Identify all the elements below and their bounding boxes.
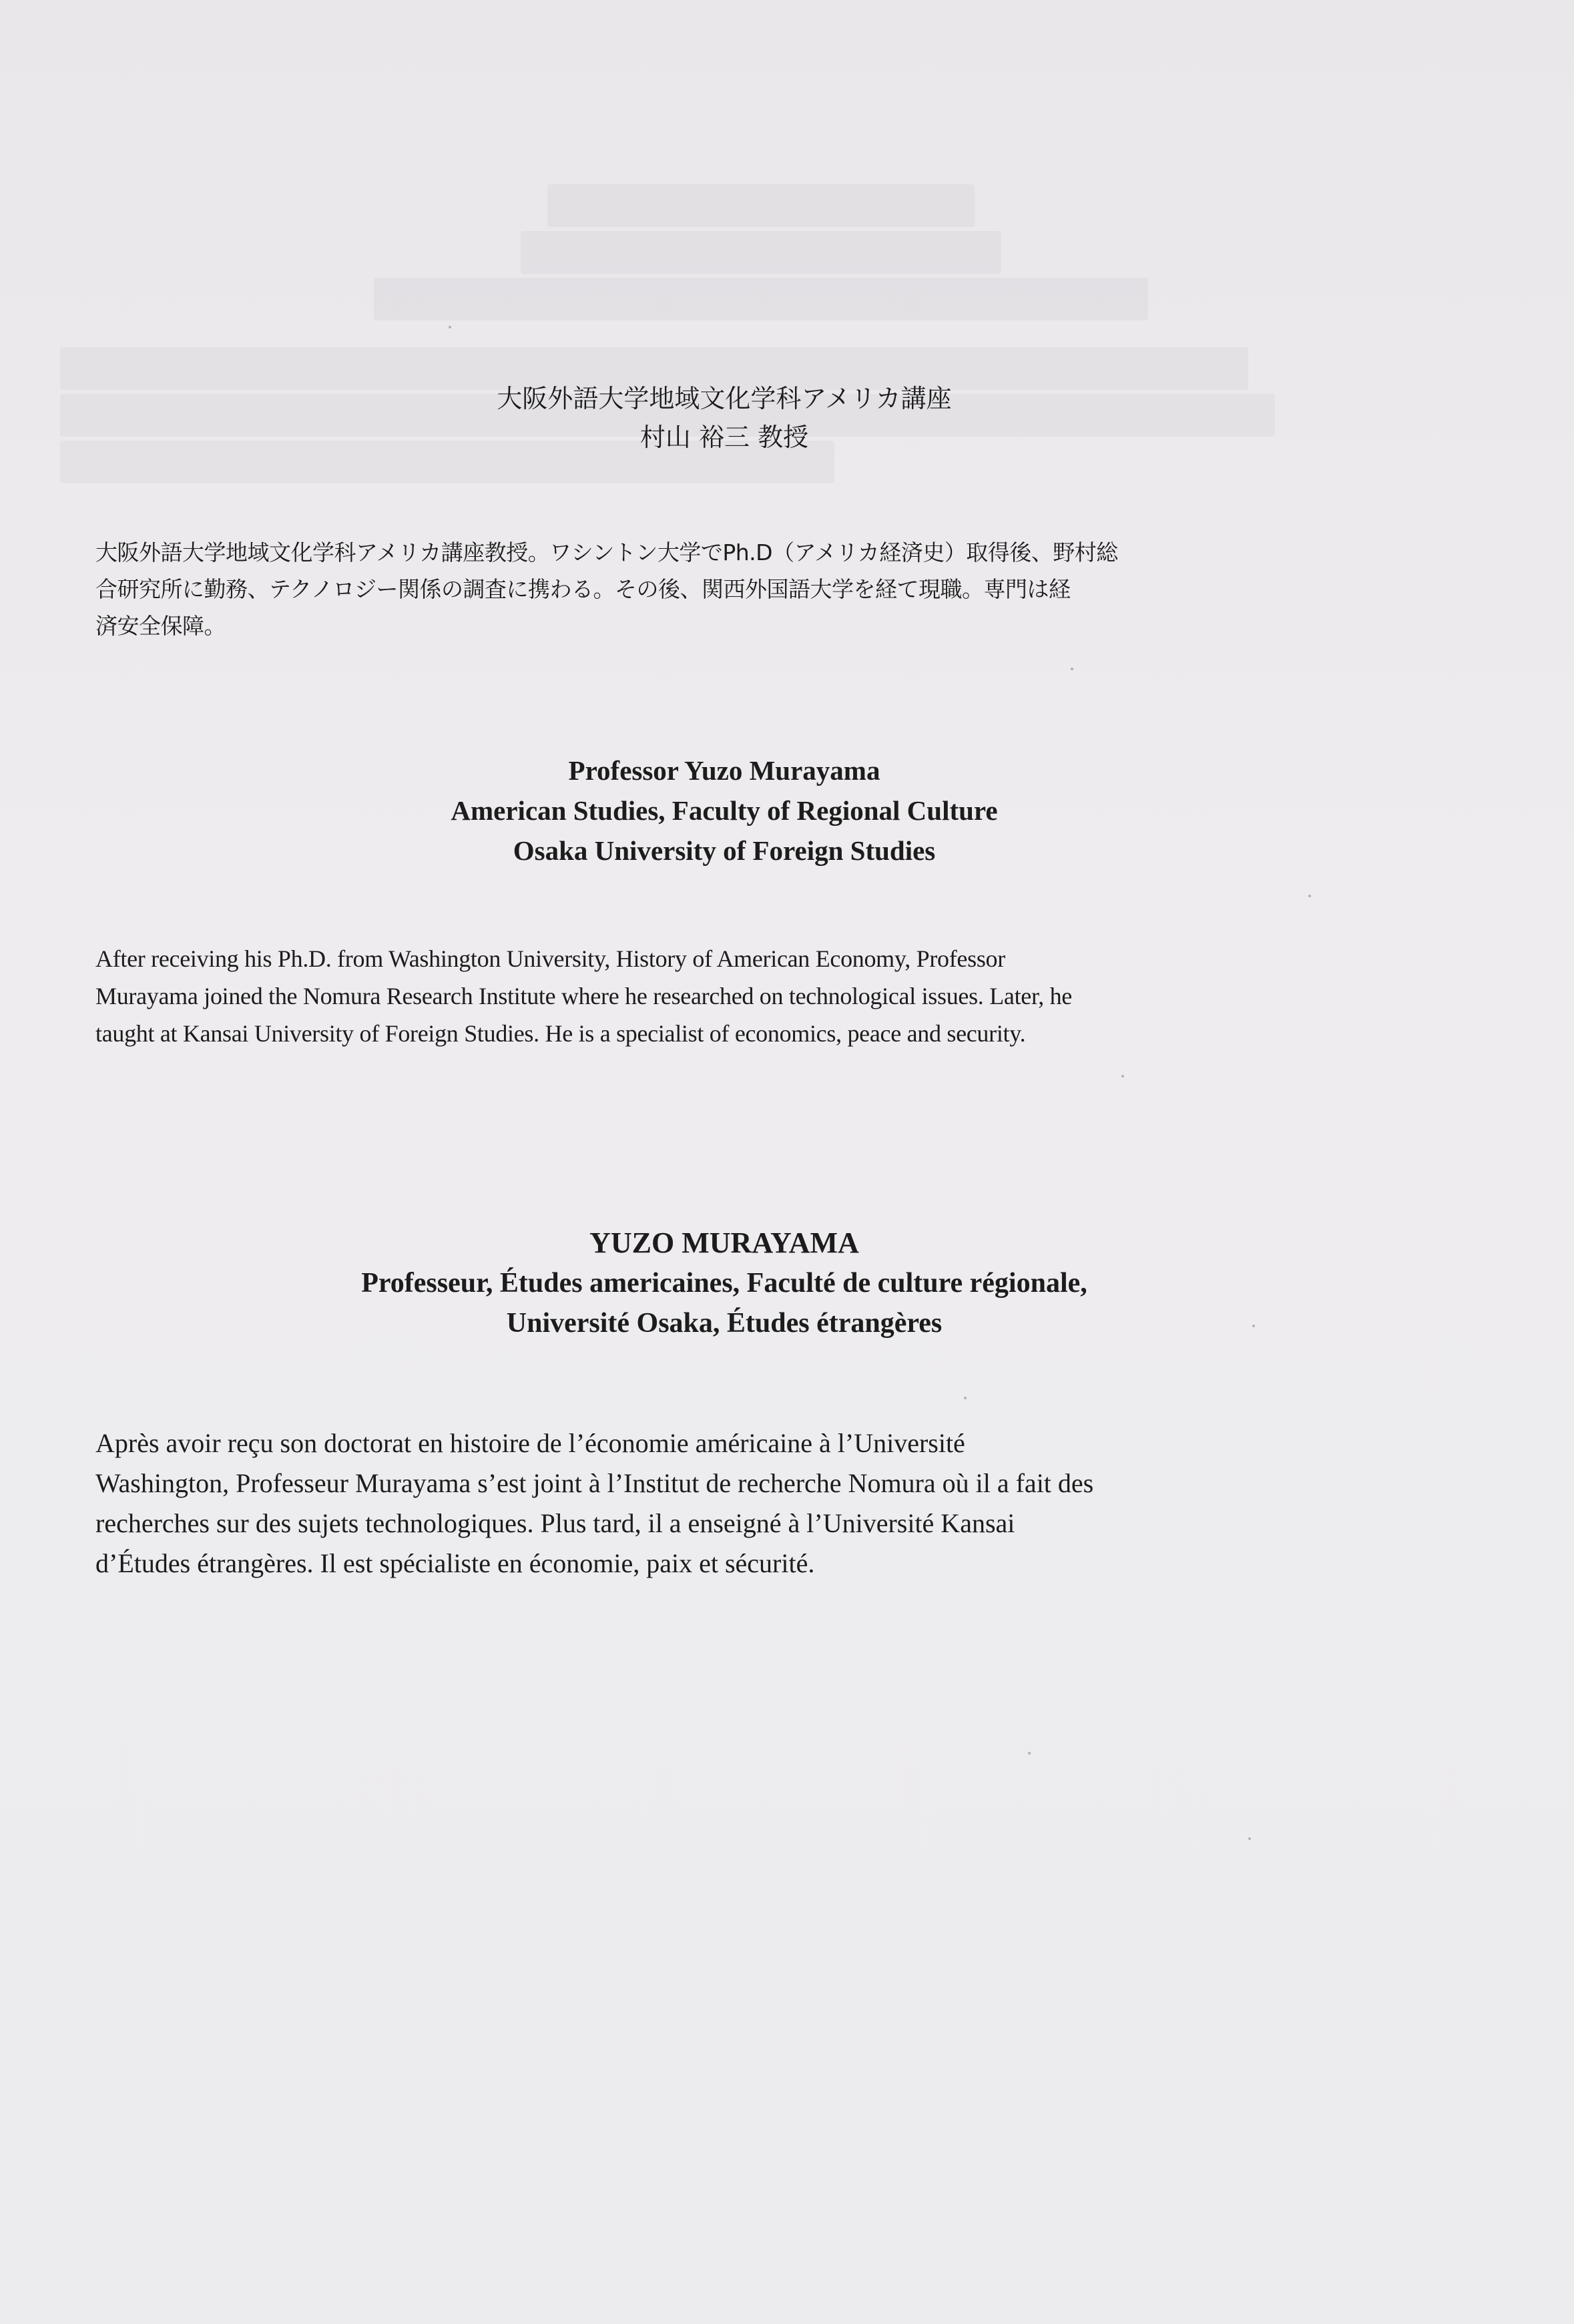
- english-bio-line: After receiving his Ph.D. from Washington University, History of American Economy, Professor: [95, 945, 1005, 972]
- french-heading: [0, 1223, 1449, 1343]
- french-bio-line: Washington, Professeur Murayama s’est joint à l’Institut de recherche Nomura où il a fait des: [95, 1468, 1094, 1498]
- english-heading-line: Professor Yuzo Murayama: [568, 755, 880, 786]
- english-heading-line: Osaka University of Foreign Studies: [513, 835, 936, 866]
- paper-speck: [1248, 1837, 1251, 1840]
- french-heading-line: Professeur, Études americaines, Faculté de culture régionale,: [361, 1268, 1087, 1299]
- japanese-bio-line: 大阪外語大学地域文化学科アメリカ講座教授。ワシントン大学でPh.D（アメリカ経済史）取得後、野村総: [95, 539, 1118, 565]
- paper-speck: [1252, 1325, 1255, 1327]
- japanese-bio-line: 済安全保障。: [95, 613, 226, 639]
- french-bio-line: Après avoir reçu son doctorat en histoire de l’économie américaine à l’Université: [95, 1428, 965, 1458]
- french-bio: [95, 1423, 1364, 1584]
- english-bio-line: taught at Kansai University of Foreign Studies. He is a specialist of economics, peace and security.: [95, 1020, 1026, 1047]
- japanese-heading-line: 大阪外語大学地域文化学科アメリカ講座: [497, 384, 952, 413]
- english-bio: [95, 940, 1350, 1052]
- paper-speck: [449, 326, 451, 328]
- english-bio-line: Murayama joined the Nomura Research Institute where he researched on technological issues. Later, he: [95, 983, 1072, 1009]
- paper-speck: [1028, 1752, 1031, 1755]
- japanese-bio: [95, 534, 1350, 644]
- english-heading: [0, 750, 1449, 871]
- paper-speck: [1071, 668, 1073, 670]
- french-bio-line: d’Études étrangères. Il est spécialiste en économie, paix et sécurité.: [95, 1548, 815, 1578]
- paper-speck: [1121, 1075, 1124, 1078]
- japanese-heading-line: 村山 裕三 教授: [639, 423, 809, 452]
- french-heading-line: Université Osaka, Études étrangères: [506, 1308, 943, 1339]
- paper-speck: [1308, 895, 1311, 897]
- japanese-bio-line: 合研究所に勤務、テクノロジー関係の調査に携わる。その後、関西外国語大学を経て現職。専門は経: [95, 576, 1071, 602]
- french-name: YUZO MURAYAMA: [589, 1226, 859, 1259]
- english-heading-line: American Studies, Faculty of Regional Culture: [451, 795, 998, 826]
- japanese-heading: [0, 379, 1449, 457]
- paper-speck: [964, 1397, 967, 1399]
- french-bio-line: recherches sur des sujets technologiques. Plus tard, il a enseigné à l’Université Kansai: [95, 1508, 1015, 1538]
